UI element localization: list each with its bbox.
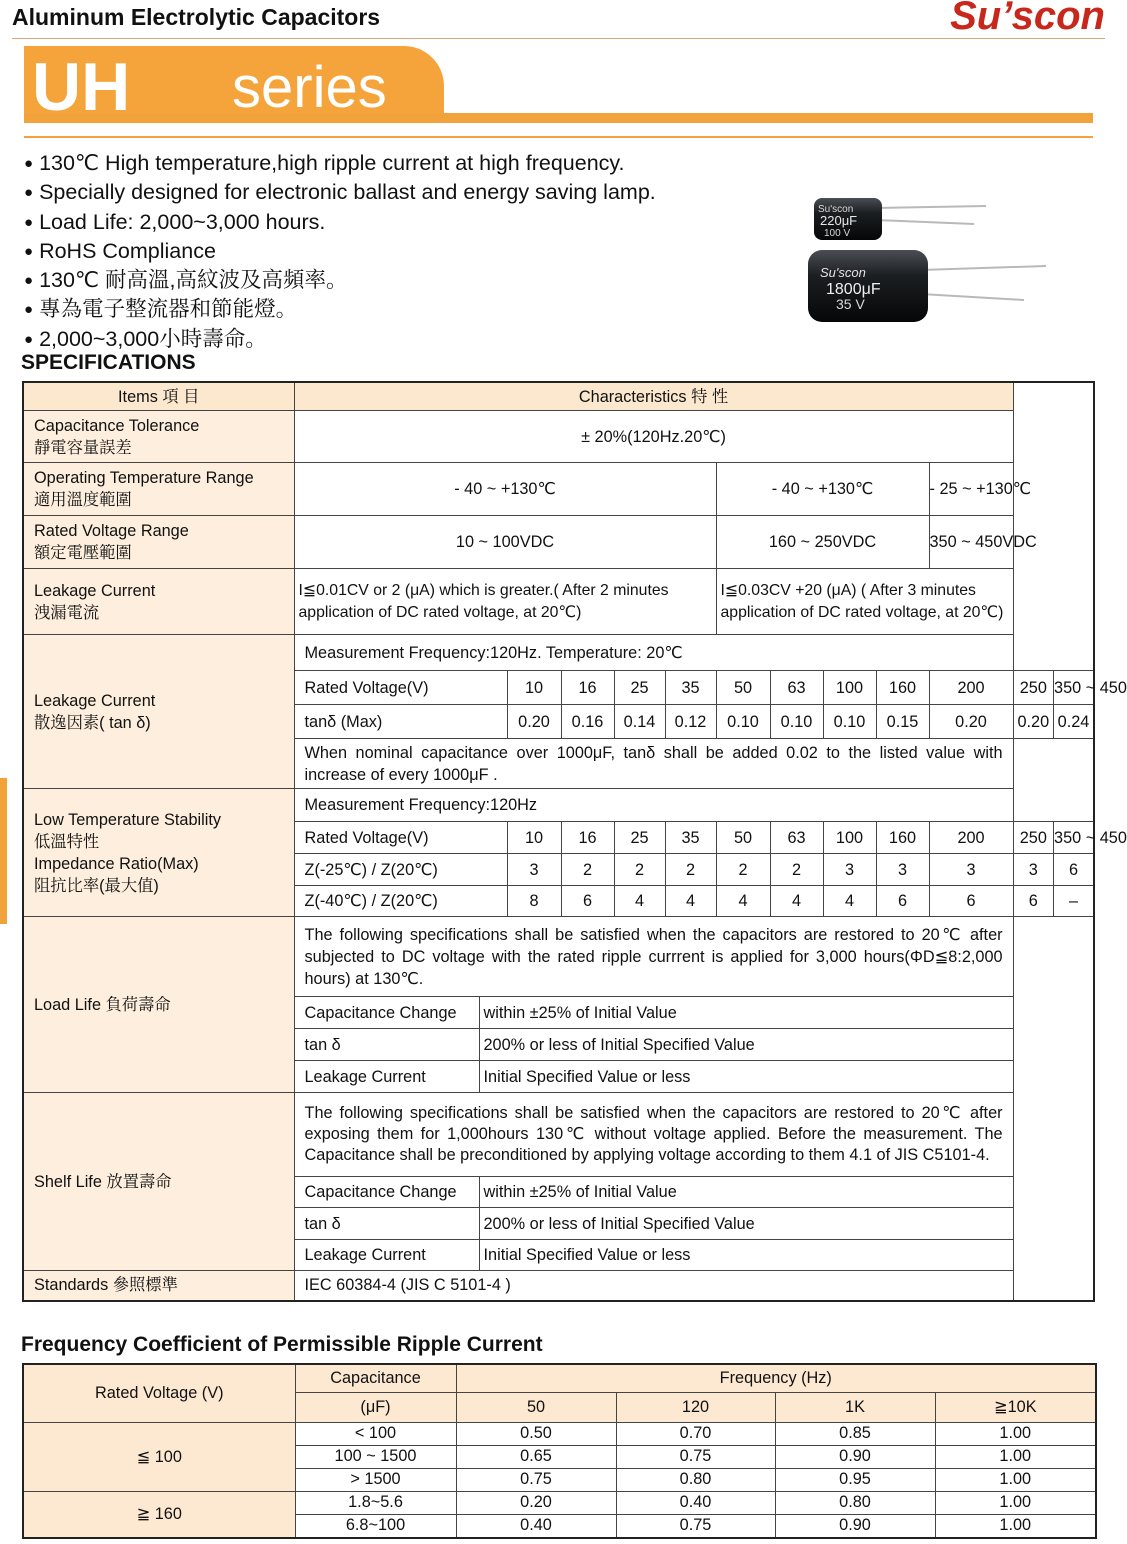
criteria-value: Initial Specified Value or less bbox=[479, 1240, 1013, 1271]
ratio-cell: 3 bbox=[823, 854, 876, 886]
voltage-cell: 160 bbox=[876, 822, 929, 854]
tan-cell: 0.14 bbox=[614, 705, 665, 739]
criteria-label: tan δ bbox=[294, 1029, 479, 1061]
row-label: Z(-40℃) / Z(20℃) bbox=[294, 886, 507, 917]
voltage-cell: 350 ~ 450 bbox=[1054, 671, 1094, 705]
spec-row-shelf-life bbox=[23, 1093, 1094, 1177]
capacitor-lead bbox=[876, 220, 974, 224]
voltage-cell: 100 bbox=[823, 822, 876, 854]
brand-logo: Su’scon bbox=[950, 0, 1105, 38]
capacitance-cell: 100 ~ 1500 bbox=[295, 1445, 456, 1468]
spec-item-label: Leakage Current 散逸因素( tan δ) bbox=[23, 635, 294, 789]
ratio-cell: 2 bbox=[665, 854, 716, 886]
ratio-cell: 3 bbox=[507, 854, 561, 886]
spec-item-label: Standards 參照標準 bbox=[23, 1271, 294, 1301]
small-capacitor-value: 220μF bbox=[820, 213, 858, 228]
spec-value: - 40 ~ +130℃ bbox=[716, 463, 929, 516]
small-capacitor-brand: Su'scon bbox=[818, 204, 854, 215]
coefficient-cell: 0.70 bbox=[616, 1422, 775, 1445]
spec-header-items: Items 項 目 bbox=[23, 382, 294, 411]
criteria-label: Leakage Current bbox=[294, 1240, 479, 1271]
tan-cell: 0.15 bbox=[876, 705, 929, 739]
rated-voltage-header: Rated Voltage (V) bbox=[23, 1364, 295, 1422]
page-side-tab bbox=[0, 778, 7, 924]
tan-cell: 0.24 bbox=[1054, 705, 1094, 739]
ripple-row bbox=[23, 1422, 1096, 1445]
coefficient-cell: 0.40 bbox=[616, 1491, 775, 1514]
spec-row-dissipation-factor bbox=[23, 635, 1094, 671]
df-note: When nominal capacitance over 1000μF, tanδ shall be added 0.02 to the listed value with increase of every 1000μF . bbox=[294, 739, 1013, 789]
capacitance-cell: 6.8~100 bbox=[295, 1514, 456, 1538]
spec-row-rated-voltage-range bbox=[23, 516, 1094, 569]
feature-item: ● Load Life: 2,000~3,000 hours. bbox=[24, 209, 656, 238]
spec-item-label: Rated Voltage Range 額定電壓範圍 bbox=[23, 516, 294, 569]
coefficient-cell: 1.00 bbox=[935, 1422, 1096, 1445]
large-capacitor-brand: Su'scon bbox=[820, 265, 866, 280]
voltage-cell: 35 bbox=[665, 822, 716, 854]
ratio-cell: 4 bbox=[665, 886, 716, 917]
tan-cell: 0.20 bbox=[1013, 705, 1053, 739]
spec-value: I≦0.01CV or 2 (μA) which is greater.( After 2 minutes application of DC rated voltage, at 20℃) bbox=[294, 569, 716, 635]
ratio-cell: 3 bbox=[1013, 854, 1053, 886]
ratio-cell: 3 bbox=[929, 854, 1013, 886]
measurement-frequency: Measurement Frequency:120Hz bbox=[294, 789, 1013, 822]
ratio-cell: – bbox=[1054, 886, 1094, 917]
frequency-cell: 50 bbox=[456, 1392, 616, 1422]
spec-value: I≦0.03CV +20 (μA) ( After 3 minutes application of DC rated voltage, at 20℃) bbox=[716, 569, 1013, 635]
criteria-value: within ±25% of Initial Value bbox=[479, 997, 1013, 1029]
large-capacitor-value: 1800μF bbox=[826, 281, 881, 298]
spec-row-load-life bbox=[23, 917, 1094, 997]
spec-value: 160 ~ 250VDC bbox=[716, 516, 929, 569]
voltage-cell: 250 bbox=[1013, 822, 1053, 854]
spec-row-leakage-current bbox=[23, 569, 1094, 635]
series-banner-bar bbox=[24, 113, 1093, 123]
series-banner-underline bbox=[24, 136, 1093, 138]
spec-item-label: Load Life 負荷壽命 bbox=[23, 917, 294, 1093]
ratio-cell: 4 bbox=[770, 886, 823, 917]
voltage-cell: 50 bbox=[716, 671, 770, 705]
frequency-header: Frequency (Hz) bbox=[456, 1364, 1096, 1392]
coefficient-cell: 1.00 bbox=[935, 1514, 1096, 1538]
spec-header-characteristics: Characteristics 特 性 bbox=[294, 382, 1013, 411]
ripple-heading: Frequency Coefficient of Permissible Ripple Current bbox=[21, 1333, 543, 1356]
spec-value: ± 20%(120Hz.20℃) bbox=[294, 411, 1013, 463]
capacitor-product-image bbox=[806, 190, 1056, 330]
row-label: Z(-25℃) / Z(20℃) bbox=[294, 854, 507, 886]
spec-row-capacitance-tolerance bbox=[23, 411, 1094, 463]
spec-header-row bbox=[23, 382, 1094, 411]
spec-value: 10 ~ 100VDC bbox=[294, 516, 716, 569]
coefficient-cell: 1.00 bbox=[935, 1491, 1096, 1514]
row-label: tanδ (Max) bbox=[294, 705, 507, 739]
spec-item-label: Low Temperature Stability 低溫特性 Impedance Ratio(Max) 阻抗比率(最大值) bbox=[23, 789, 294, 917]
spec-row-standards bbox=[23, 1271, 1094, 1301]
coefficient-cell: 1.00 bbox=[935, 1468, 1096, 1491]
voltage-cell: 10 bbox=[507, 822, 561, 854]
large-capacitor-voltage: 35 V bbox=[836, 296, 865, 312]
ripple-row bbox=[23, 1491, 1096, 1514]
ratio-cell: 2 bbox=[614, 854, 665, 886]
voltage-cell: 35 bbox=[665, 671, 716, 705]
feature-item: ● 130℃ 耐高溫,高紋波及高頻率。 bbox=[24, 267, 656, 296]
tan-cell: 0.10 bbox=[770, 705, 823, 739]
small-capacitor-voltage: 100 V bbox=[824, 228, 851, 239]
ripple-header-row bbox=[23, 1364, 1096, 1392]
spec-value: - 40 ~ +130℃ bbox=[294, 463, 716, 516]
document-title: Aluminum Electrolytic Capacitors bbox=[12, 4, 381, 30]
criteria-label: Capacitance Change bbox=[294, 1177, 479, 1208]
spec-item-label: Leakage Current 洩漏電流 bbox=[23, 569, 294, 635]
voltage-cell: 16 bbox=[561, 822, 614, 854]
coefficient-cell: 0.50 bbox=[456, 1422, 616, 1445]
capacitance-cell: > 1500 bbox=[295, 1468, 456, 1491]
criteria-value: Initial Specified Value or less bbox=[479, 1061, 1013, 1093]
coefficient-cell: 0.65 bbox=[456, 1445, 616, 1468]
coefficient-cell: 0.40 bbox=[456, 1514, 616, 1538]
ratio-cell: 4 bbox=[614, 886, 665, 917]
capacitance-cell: 1.8~5.6 bbox=[295, 1491, 456, 1514]
spec-item-label: Capacitance Tolerance 靜電容量誤差 bbox=[23, 411, 294, 463]
frequency-cell: 120 bbox=[616, 1392, 775, 1422]
voltage-cell: 63 bbox=[770, 822, 823, 854]
voltage-cell: 100 bbox=[823, 671, 876, 705]
voltage-cell: 350 ~ 450 bbox=[1054, 822, 1094, 854]
spec-value: - 25 ~ +130℃ bbox=[929, 463, 1013, 516]
feature-list bbox=[24, 150, 656, 355]
criteria-label: tan δ bbox=[294, 1208, 479, 1240]
coefficient-cell: 0.80 bbox=[775, 1491, 935, 1514]
capacitance-cell: < 100 bbox=[295, 1422, 456, 1445]
voltage-cell: 250 bbox=[1013, 671, 1053, 705]
tan-cell: 0.10 bbox=[716, 705, 770, 739]
coefficient-cell: 0.20 bbox=[456, 1491, 616, 1514]
voltage-cell: 200 bbox=[929, 671, 1013, 705]
criteria-value: 200% or less of Initial Specified Value bbox=[479, 1208, 1013, 1240]
specifications-heading: SPECIFICATIONS bbox=[21, 351, 196, 374]
frequency-cell: ≧10K bbox=[935, 1392, 1096, 1422]
capacitor-lead bbox=[921, 294, 1024, 300]
feature-item: ● Specially designed for electronic ballast and energy saving lamp. bbox=[24, 179, 656, 208]
frequency-cell: 1K bbox=[775, 1392, 935, 1422]
coefficient-cell: 0.90 bbox=[775, 1514, 935, 1538]
series-label: series bbox=[232, 55, 387, 120]
voltage-cell: 16 bbox=[561, 671, 614, 705]
criteria-label: Capacitance Change bbox=[294, 997, 479, 1029]
ratio-cell: 2 bbox=[716, 854, 770, 886]
coefficient-cell: 0.80 bbox=[616, 1468, 775, 1491]
tan-cell: 0.16 bbox=[561, 705, 614, 739]
shelf-life-text: The following specifications shall be satisfied when the capacitors are restored to 20℃ after exposing them for 1,000hours 130℃ without voltage applied. Before the measurement. The Capacitance shall be preconditioned by applying voltage according to them 4.1 of JIS C5101-4. bbox=[294, 1093, 1013, 1177]
coefficient-cell: 1.00 bbox=[935, 1445, 1096, 1468]
ratio-cell: 6 bbox=[876, 886, 929, 917]
criteria-label: Leakage Current bbox=[294, 1061, 479, 1093]
capacitor-lead bbox=[876, 206, 986, 208]
coefficient-cell: 0.75 bbox=[616, 1514, 775, 1538]
voltage-cell: 25 bbox=[614, 822, 665, 854]
series-code: UH bbox=[32, 49, 131, 125]
rated-voltage-cell: ≧ 160 bbox=[23, 1491, 295, 1538]
spec-row-operating-temperature bbox=[23, 463, 1094, 516]
tan-cell: 0.12 bbox=[665, 705, 716, 739]
tan-cell: 0.20 bbox=[507, 705, 561, 739]
header-divider bbox=[12, 38, 1105, 39]
voltage-cell: 25 bbox=[614, 671, 665, 705]
feature-item: ● 130℃ High temperature,high ripple current at high frequency. bbox=[24, 150, 656, 179]
feature-item: ● RoHS Compliance bbox=[24, 238, 656, 267]
measurement-frequency: Measurement Frequency:120Hz. Temperature: 20℃ bbox=[294, 635, 1013, 671]
ratio-cell: 4 bbox=[716, 886, 770, 917]
ratio-cell: 8 bbox=[507, 886, 561, 917]
spec-item-label: Shelf Life 放置壽命 bbox=[23, 1093, 294, 1271]
criteria-value: 200% or less of Initial Specified Value bbox=[479, 1029, 1013, 1061]
coefficient-cell: 0.85 bbox=[775, 1422, 935, 1445]
voltage-cell: 50 bbox=[716, 822, 770, 854]
rated-voltage-cell: ≦ 100 bbox=[23, 1422, 295, 1491]
ratio-cell: 6 bbox=[1013, 886, 1053, 917]
voltage-cell: 10 bbox=[507, 671, 561, 705]
specifications-table bbox=[22, 381, 1127, 1302]
ratio-cell: 3 bbox=[876, 854, 929, 886]
row-label: Rated Voltage(V) bbox=[294, 671, 507, 705]
tan-cell: 0.20 bbox=[929, 705, 1013, 739]
coefficient-cell: 0.95 bbox=[775, 1468, 935, 1491]
ratio-cell: 4 bbox=[823, 886, 876, 917]
tan-cell: 0.10 bbox=[823, 705, 876, 739]
capacitance-header: Capacitance bbox=[295, 1364, 456, 1392]
spec-row-low-temperature bbox=[23, 789, 1094, 822]
ratio-cell: 6 bbox=[929, 886, 1013, 917]
ratio-cell: 2 bbox=[770, 854, 823, 886]
ratio-cell: 2 bbox=[561, 854, 614, 886]
spec-item-label: Operating Temperature Range 適用溫度範圍 bbox=[23, 463, 294, 516]
feature-item: ● 專為電子整流器和節能燈。 bbox=[24, 296, 656, 325]
row-label: Rated Voltage(V) bbox=[294, 822, 507, 854]
capacitor-lead bbox=[921, 266, 1046, 270]
spec-value: 350 ~ 450VDC bbox=[929, 516, 1013, 569]
coefficient-cell: 0.75 bbox=[616, 1445, 775, 1468]
feature-item: ● 2,000~3,000小時壽命。 bbox=[24, 326, 656, 355]
voltage-cell: 200 bbox=[929, 822, 1013, 854]
voltage-cell: 160 bbox=[876, 671, 929, 705]
coefficient-cell: 0.75 bbox=[456, 1468, 616, 1491]
capacitance-unit-header: (μF) bbox=[295, 1392, 456, 1422]
voltage-cell: 63 bbox=[770, 671, 823, 705]
spec-value: IEC 60384-4 (JIS C 5101-4 ) bbox=[294, 1271, 1013, 1301]
coefficient-cell: 0.90 bbox=[775, 1445, 935, 1468]
criteria-value: within ±25% of Initial Value bbox=[479, 1177, 1013, 1208]
ratio-cell: 6 bbox=[561, 886, 614, 917]
load-life-text: The following specifications shall be satisfied when the capacitors are restored to 20℃ after subjected to DC voltage with the rated ripple currrent is applied for 3,000 hours(ΦD≦8:2,000 hours) at 130℃. bbox=[294, 917, 1013, 997]
ripple-coefficient-table bbox=[22, 1363, 1097, 1539]
ratio-cell: 6 bbox=[1054, 854, 1094, 886]
